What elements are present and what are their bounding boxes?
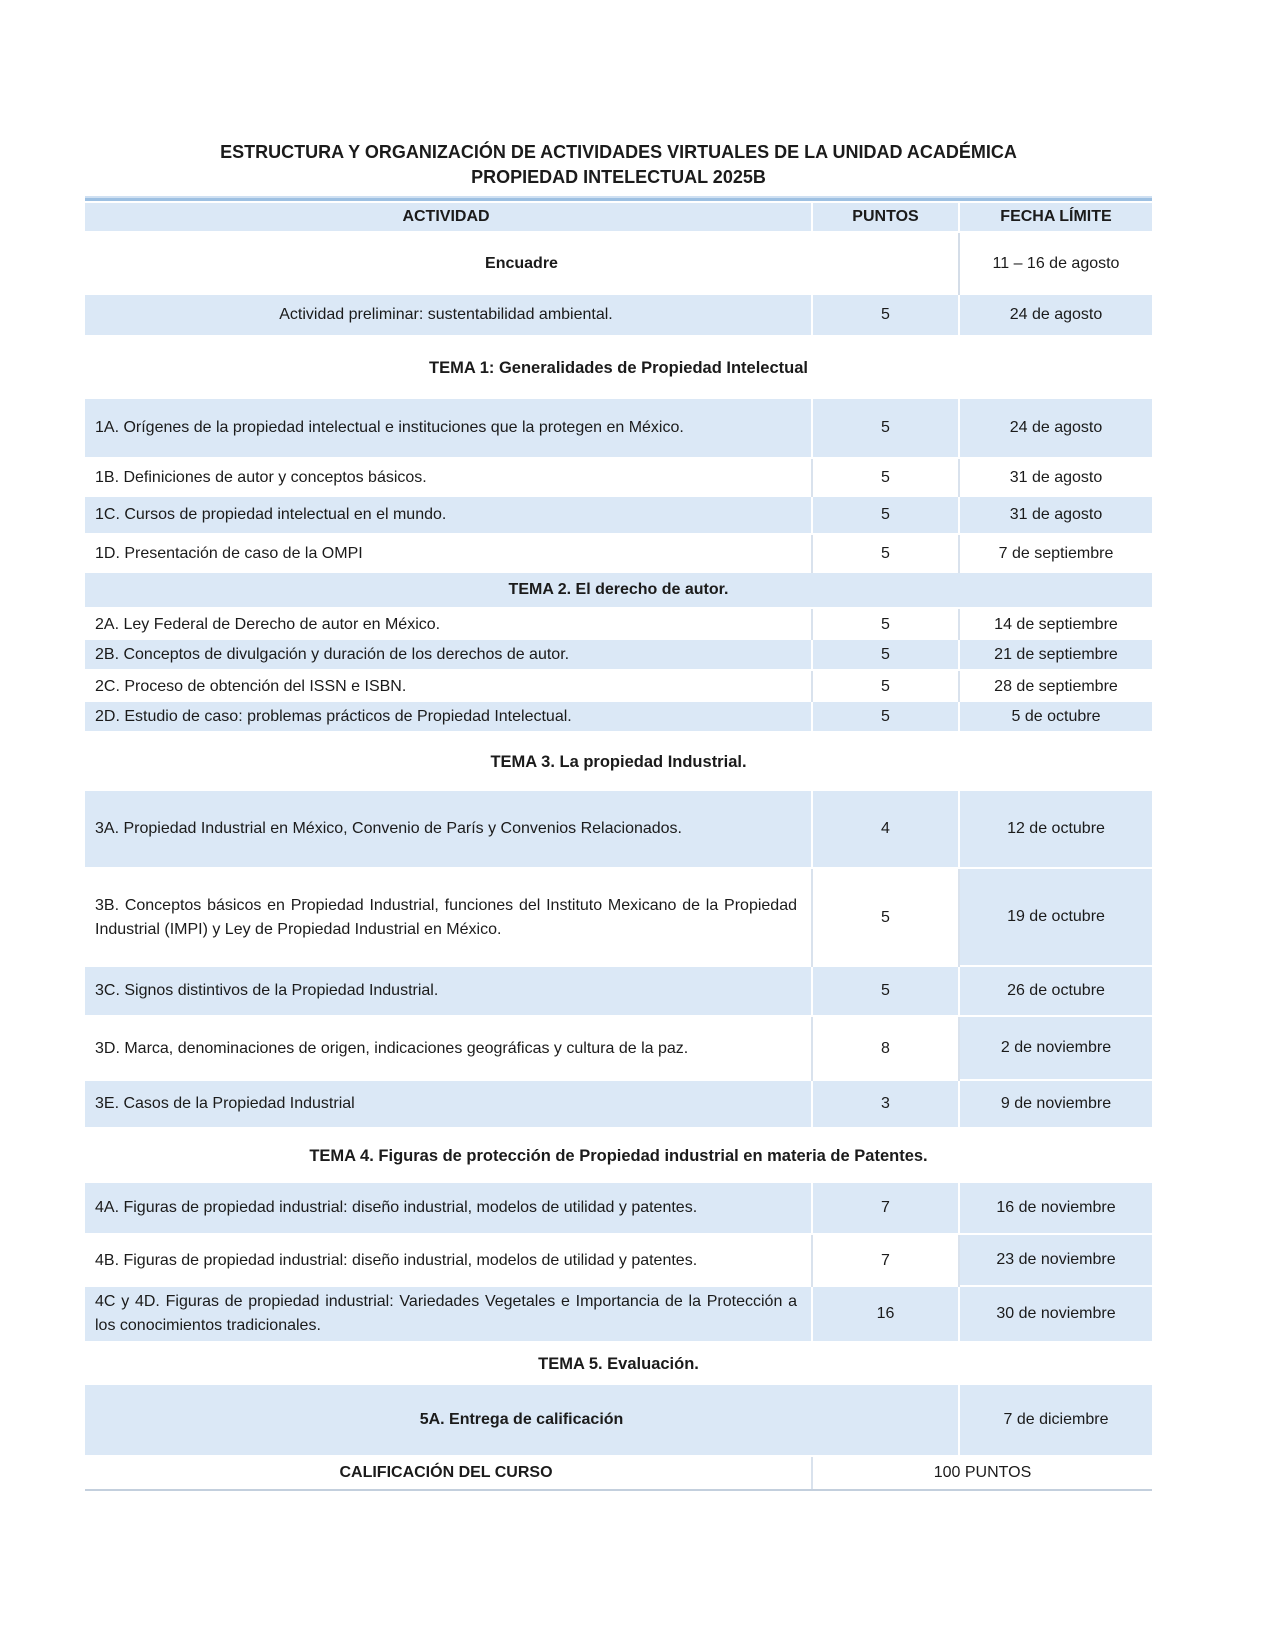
- activity-cell: 4A. Figuras de propiedad industrial: diseño industrial, modelos de utilidad y patentes.: [85, 1183, 813, 1233]
- activity-cell: 3E. Casos de la Propiedad Industrial: [85, 1081, 813, 1127]
- activity-cell: 2B. Conceptos de divulgación y duración de los derechos de autor.: [85, 640, 813, 669]
- puntos-cell: 8: [813, 1017, 960, 1081]
- puntos-cell: 4: [813, 791, 960, 867]
- table-row: [85, 1017, 1152, 1081]
- table-row: [85, 702, 1152, 733]
- activity-cell: 4C y 4D. Figuras de propiedad industrial: Variedades Vegetales e Importancia de la Protección a los conocimientos tradicionales.: [85, 1287, 813, 1341]
- fecha-cell: 23 de noviembre: [960, 1235, 1152, 1287]
- course-grade-label: CALIFICACIÓN DEL CURSO: [85, 1457, 813, 1489]
- table-rows: [85, 233, 1152, 1491]
- table-header-row: [85, 203, 1152, 233]
- fecha-cell: 19 de octubre: [960, 869, 1152, 967]
- activity-cell: 3C. Signos distintivos de la Propiedad Industrial.: [85, 967, 813, 1015]
- puntos-cell: 5: [813, 869, 960, 967]
- tema-banner-label: TEMA 2. El derecho de autor.: [85, 573, 1152, 607]
- table-row: [85, 459, 1152, 497]
- puntos-cell: 5: [813, 671, 960, 702]
- activity-cell: 5A. Entrega de calificación: [85, 1385, 960, 1455]
- fecha-cell: 30 de noviembre: [960, 1287, 1152, 1341]
- puntos-cell: 5: [813, 459, 960, 497]
- table-row: [85, 869, 1152, 967]
- table-top-border: [85, 196, 1152, 203]
- header-fecha-limite: FECHA LÍMITE: [960, 203, 1152, 231]
- fecha-cell: 11 – 16 de agosto: [992, 255, 1120, 272]
- puntos-cell: 5: [813, 702, 960, 731]
- activity-cell: 3A. Propiedad Industrial en México, Convenio de París y Convenios Relacionados.: [85, 791, 813, 867]
- fecha-cell: 2 de noviembre: [960, 1017, 1152, 1081]
- activity-cell: Encuadre: [85, 233, 960, 295]
- activity-cell: 1C. Cursos de propiedad intelectual en el mundo.: [85, 497, 813, 533]
- section-heading: TEMA 1: Generalidades de Propiedad Intelectual: [85, 337, 1152, 399]
- tema-banner-row: [85, 573, 1152, 609]
- header-puntos: PUNTOS: [813, 203, 960, 231]
- fecha-cell: 14 de septiembre: [994, 615, 1118, 633]
- table-row: [85, 1183, 1152, 1235]
- table-row: [85, 640, 1152, 671]
- puntos-cell: 3: [813, 1081, 960, 1127]
- section-heading-row: [85, 337, 1152, 399]
- puntos-cell: 5: [813, 497, 960, 533]
- table-row: [85, 497, 1152, 535]
- document-title: [85, 140, 1152, 190]
- activity-cell: 2C. Proceso de obtención del ISSN e ISBN.: [85, 671, 813, 702]
- document-title-line2: PROPIEDAD INTELECTUAL 2025B: [471, 167, 766, 187]
- fecha-cell: 31 de agosto: [1009, 469, 1103, 486]
- puntos-cell: 5: [813, 967, 960, 1015]
- table-row: [85, 671, 1152, 702]
- activity-cell: 2D. Estudio de caso: problemas prácticos de Propiedad Intelectual.: [85, 702, 813, 731]
- section-heading: TEMA 5. Evaluación.: [85, 1343, 1152, 1385]
- section-heading-row: [85, 1129, 1152, 1183]
- puntos-cell: 5: [813, 609, 960, 640]
- fecha-cell: 24 de agosto: [960, 399, 1152, 457]
- table-row: [85, 1287, 1152, 1343]
- document-content: [85, 0, 1152, 1491]
- section-heading-row: [85, 1343, 1152, 1385]
- fecha-cell: 28 de septiembre: [994, 677, 1118, 695]
- activity-cell: 1D. Presentación de caso de la OMPI: [85, 535, 813, 573]
- table-row: [85, 609, 1152, 640]
- table-row: [85, 535, 1152, 573]
- fecha-cell: 31 de agosto: [960, 497, 1152, 533]
- puntos-cell: 5: [813, 399, 960, 457]
- table-row: [85, 295, 1152, 337]
- activity-cell: Actividad preliminar: sustentabilidad ambiental.: [85, 295, 813, 335]
- fecha-cell: 12 de octubre: [960, 791, 1152, 867]
- course-points-value: 100 PUNTOS: [933, 1464, 1032, 1481]
- activity-cell: 3D. Marca, denominaciones de origen, indicaciones geográficas y cultura de la paz.: [85, 1017, 813, 1081]
- fecha-cell: 21 de septiembre: [960, 640, 1152, 669]
- activity-cell: 1A. Orígenes de la propiedad intelectual e instituciones que la protegen en México.: [85, 399, 813, 457]
- document-title-line1: ESTRUCTURA Y ORGANIZACIÓN DE ACTIVIDADES VIRTUALES DE LA UNIDAD ACADÉMICA: [220, 142, 1017, 162]
- fecha-cell: 5 de octubre: [960, 702, 1152, 731]
- section-heading-row: [85, 733, 1152, 791]
- fecha-cell: 9 de noviembre: [960, 1081, 1152, 1127]
- activity-cell: 2A. Ley Federal de Derecho de autor en México.: [85, 609, 813, 640]
- fecha-cell: 16 de noviembre: [960, 1183, 1152, 1233]
- puntos-cell: 5: [813, 535, 960, 573]
- table-row: [85, 399, 1152, 459]
- puntos-cell: 7: [813, 1235, 960, 1287]
- table-row: [85, 1457, 1152, 1491]
- table-row: [85, 791, 1152, 869]
- activities-table: [85, 196, 1152, 1491]
- table-row: [85, 1235, 1152, 1287]
- fecha-cell: 24 de agosto: [960, 295, 1152, 335]
- section-heading: TEMA 4. Figuras de protección de Propiedad industrial en materia de Patentes.: [85, 1129, 1152, 1183]
- fecha-cell: 26 de octubre: [960, 967, 1152, 1015]
- table-row: [85, 1081, 1152, 1129]
- activity-cell: 1B. Definiciones de autor y conceptos básicos.: [85, 459, 813, 497]
- activity-cell: 4B. Figuras de propiedad industrial: diseño industrial, modelos de utilidad y patentes.: [85, 1235, 813, 1287]
- puntos-cell: 5: [813, 640, 960, 669]
- activity-cell: 3B. Conceptos básicos en Propiedad Industrial, funciones del Instituto Mexicano de la Propiedad Industrial (IMPI) y Ley de Propiedad Industrial en México.: [85, 869, 813, 967]
- fecha-cell: 7 de diciembre: [960, 1385, 1152, 1455]
- table-row: [85, 967, 1152, 1017]
- fecha-cell: 7 de septiembre: [998, 545, 1114, 562]
- puntos-cell: 5: [813, 295, 960, 335]
- header-actividad: ACTIVIDAD: [85, 203, 813, 231]
- section-heading: TEMA 3. La propiedad Industrial.: [85, 733, 1152, 791]
- table-row: [85, 233, 1152, 295]
- table-row: [85, 1385, 1152, 1457]
- puntos-cell: 7: [813, 1183, 960, 1233]
- puntos-cell: 16: [813, 1287, 960, 1341]
